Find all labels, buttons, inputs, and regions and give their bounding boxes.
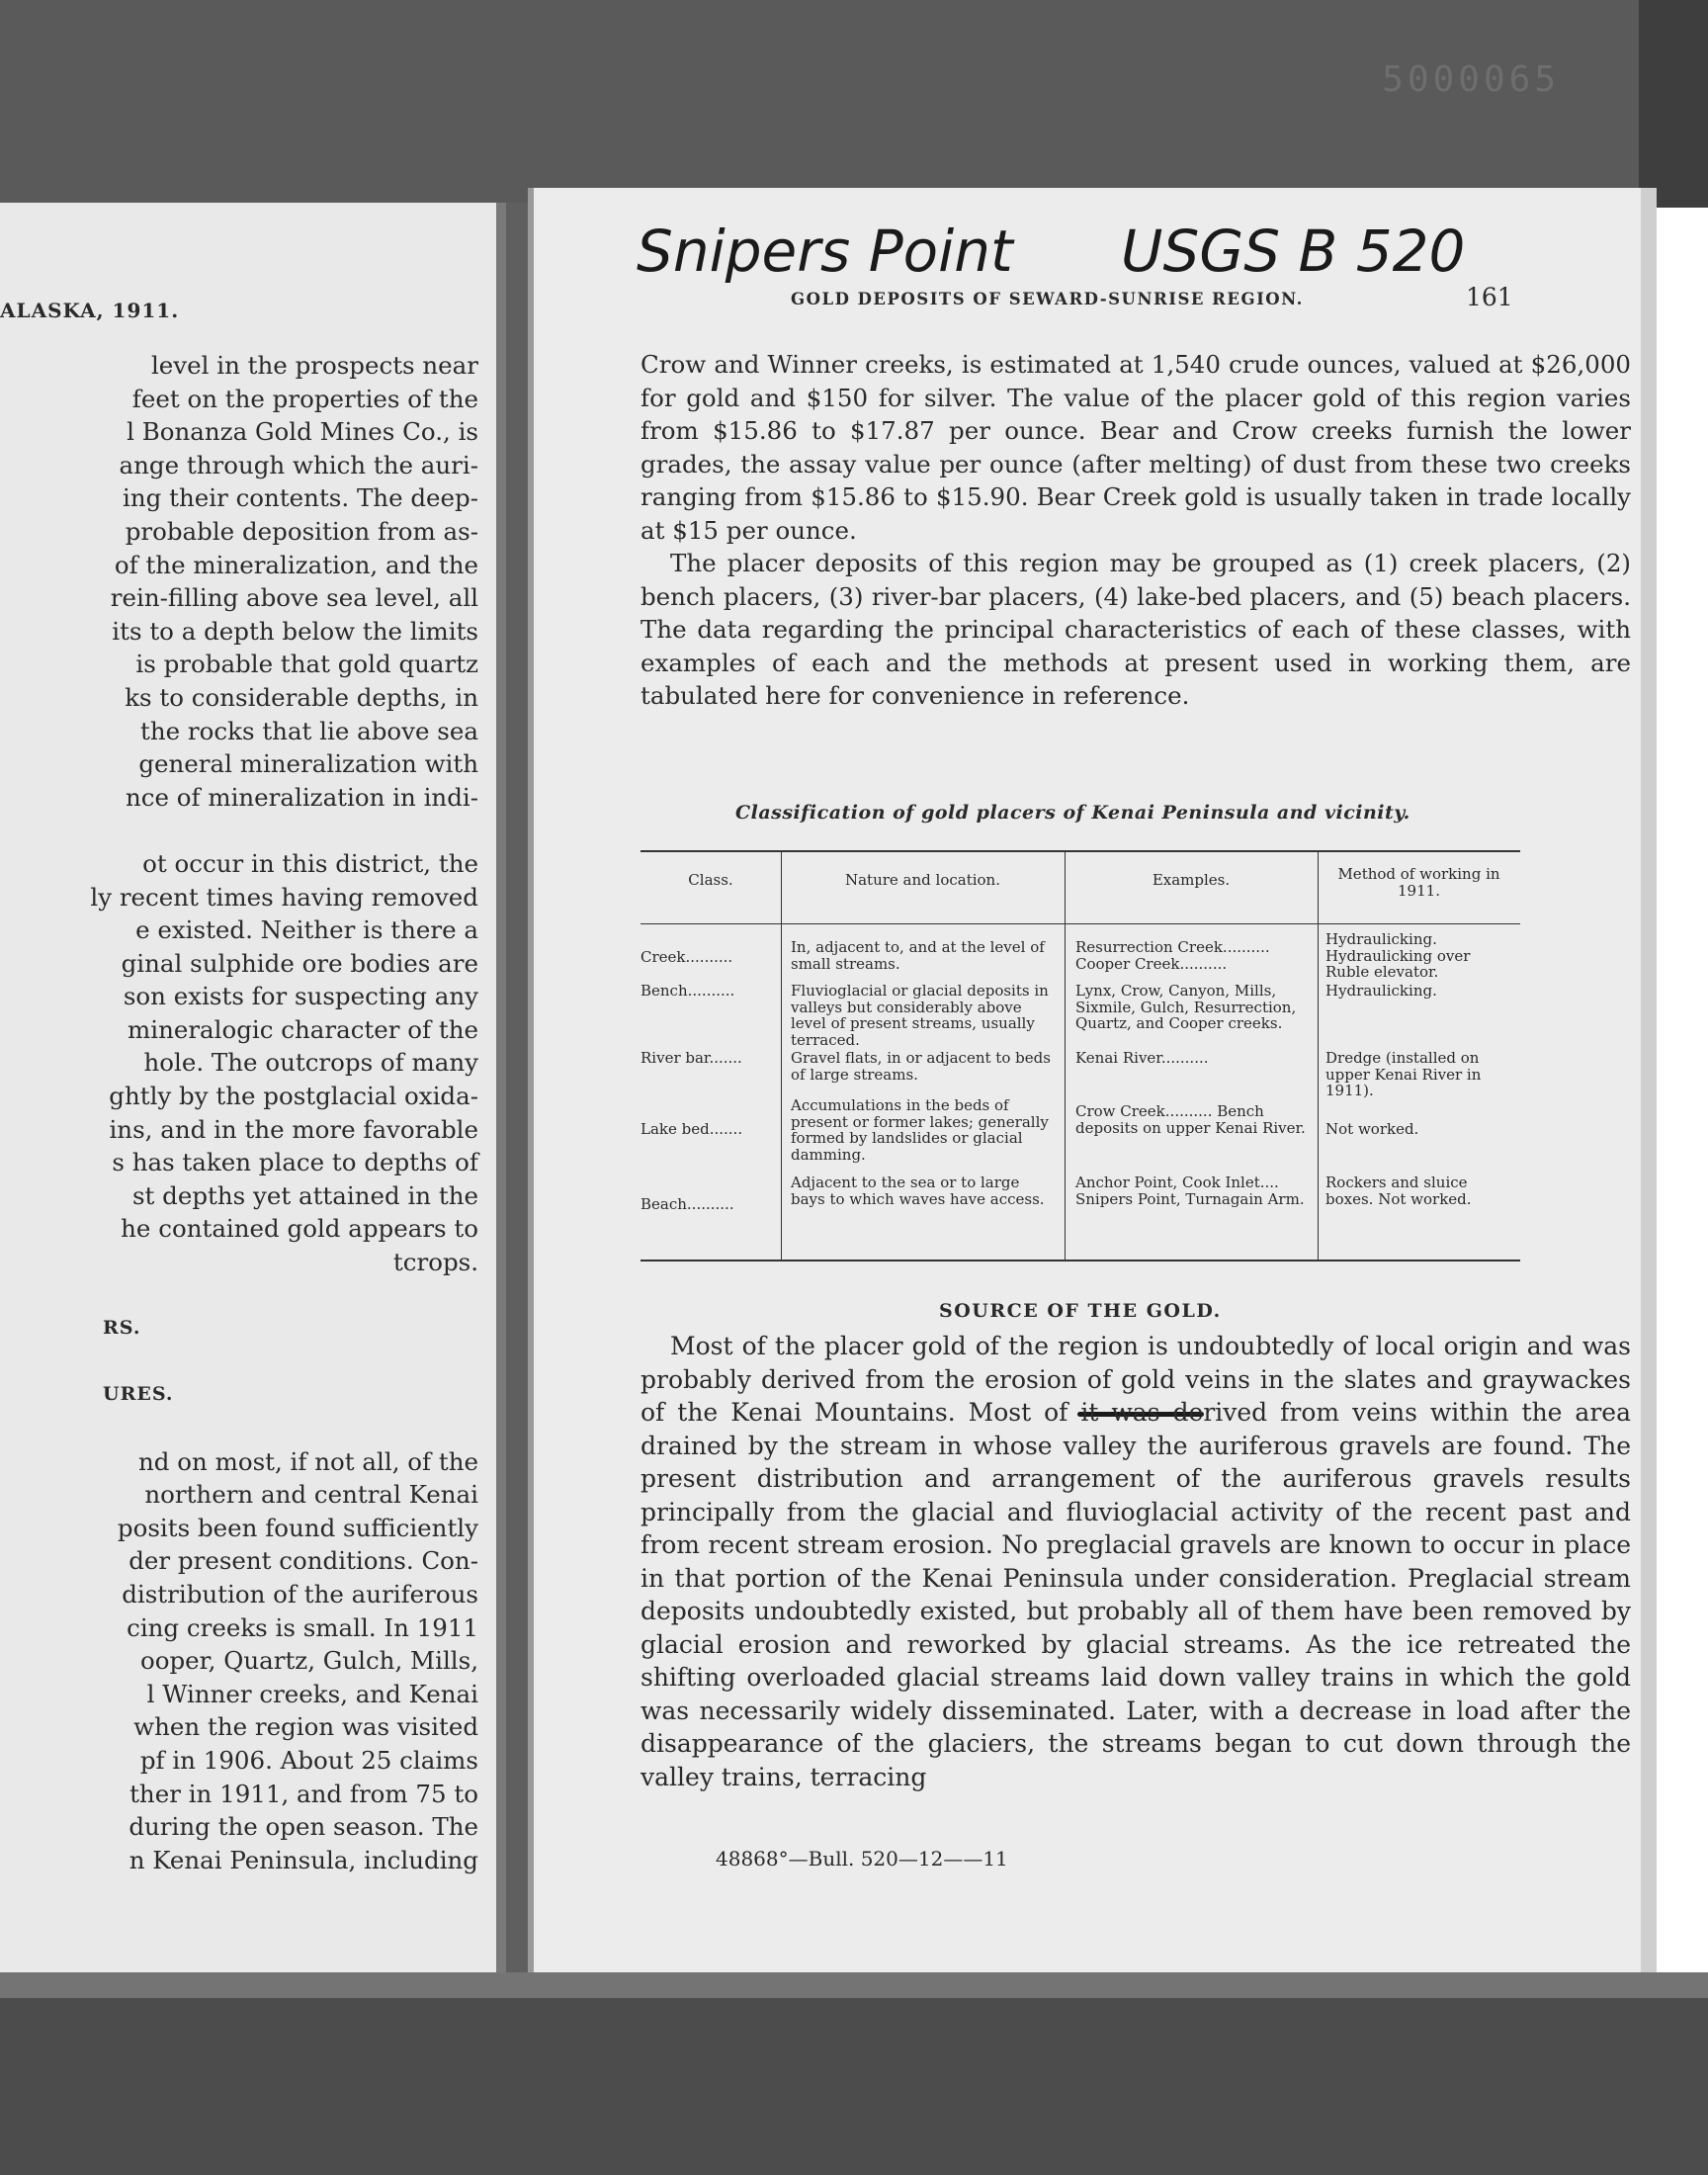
left-text-line: pf in 1906. About 25 claims xyxy=(139,1745,478,1775)
left-text-line: der present conditions. Con- xyxy=(128,1546,478,1576)
paragraph-production: Crow and Winner creeks, is estimated at 1,540 crude ounces, valued at $26,000 for gold and $150 for silver. The value of the placer gold of this region varies from $15.86 to $17.87 per ounce. Bear and Crow creeks furnish the lower grades, the assay value per ounce (after melting) of dust from these two creeks ranging from $15.86 to $15.90. Bear Creek gold is usually taken in trade locally at $15 per ounce. xyxy=(640,350,1631,545)
table-cell-method: Hydraulicking. xyxy=(1325,982,1437,1000)
stamped-number: 5000065 xyxy=(1382,59,1560,100)
left-text-line: ther in 1911, and from 75 to xyxy=(129,1779,478,1808)
left-text-line: he contained gold appears to xyxy=(121,1214,478,1244)
right-page-edge xyxy=(1641,188,1657,1972)
table-cell-examples: Kenai River.......... xyxy=(1075,1049,1209,1067)
table-column-divider xyxy=(1065,852,1066,1260)
handwritten-note-location: Snipers Point xyxy=(637,218,1013,285)
table-cell-examples: Crow Creek.......... Bench deposits on upper Kenai River. xyxy=(1075,1102,1306,1137)
left-text-line: l Winner creeks, and Kenai xyxy=(146,1679,478,1708)
left-text-line: during the open season. The xyxy=(128,1812,478,1842)
left-spacer xyxy=(0,1279,478,1313)
table-cell-examples: Lynx, Crow, Canyon, Mills, Sixmile, Gulch, Resurrection, Quartz, and Cooper creeks. xyxy=(1075,982,1297,1032)
left-text-line xyxy=(0,814,478,847)
table-cell-class: Lake bed....... xyxy=(640,1120,743,1138)
left-text-line: the rocks that lie above sea xyxy=(140,716,478,745)
left-spacer xyxy=(0,1346,478,1379)
left-text-line: ghtly by the postglacial oxida- xyxy=(109,1082,478,1111)
table-cell-examples: Resurrection Creek.......... Cooper Creek.......... xyxy=(1075,938,1270,973)
table-header-method: Method of working in 1911. xyxy=(1337,865,1500,900)
table-cell-nature: Gravel flats, in or adjacent to beds of large streams. xyxy=(791,1049,1051,1084)
table-cell-method: Rockers and sluice boxes. Not worked. xyxy=(1325,1174,1472,1208)
left-text-line: probable deposition from as- xyxy=(125,516,478,546)
right-page xyxy=(528,188,1657,1972)
left-text-line: feet on the properties of the xyxy=(131,384,478,413)
left-text-line: ing their contents. The deep- xyxy=(123,483,478,513)
table-header-class: Class. xyxy=(688,871,733,889)
table-cell-class: River bar....... xyxy=(640,1049,742,1067)
left-text-line: is probable that gold quartz xyxy=(135,650,478,679)
left-text-line: son exists for suspecting any xyxy=(123,982,478,1011)
page-footer-signature: 48868°—Bull. 520—12——11 xyxy=(716,1847,1008,1870)
table-cell-nature: Adjacent to the sea or to large bays to which waves have access. xyxy=(791,1174,1045,1208)
table-cell-class: Creek.......... xyxy=(640,948,733,966)
running-head: GOLD DEPOSITS OF SEWARD-SUNRISE REGION. xyxy=(791,290,1304,308)
classification-table xyxy=(640,850,1520,1262)
left-text-line: hole. The outcrops of many xyxy=(143,1048,478,1078)
table-header-rule xyxy=(640,923,1520,924)
left-text-line: distribution of the auriferous xyxy=(122,1579,478,1609)
left-text-line: northern and central Kenai xyxy=(144,1480,478,1510)
table-cell-examples: Anchor Point, Cook Inlet.... Snipers Point, Turnagain Arm. xyxy=(1075,1174,1305,1208)
left-text-line: l Bonanza Gold Mines Co., is xyxy=(127,417,478,447)
left-text-line: rein-filling above sea level, all xyxy=(110,583,478,613)
table-title: Classification of gold placers of Kenai Peninsula and vicinity. xyxy=(735,802,1410,824)
table-cell-nature: In, adjacent to, and at the level of small streams. xyxy=(791,938,1045,973)
table-cell-nature: Accumulations in the beds of present or former lakes; generally formed by landslides or glacial damming. xyxy=(791,1096,1049,1164)
page-number: 161 xyxy=(1466,283,1513,311)
body-paragraph-bottom xyxy=(640,1330,1631,1793)
left-subheading: URES. xyxy=(103,1383,174,1406)
left-text-line: ot occur in this district, the xyxy=(142,848,478,878)
left-text-line: e existed. Neither is there a xyxy=(135,915,478,945)
left-running-head: ALASKA, 1911. xyxy=(0,299,180,322)
left-text-line: n Kenai Peninsula, including xyxy=(128,1845,478,1874)
left-text-line: of the mineralization, and the xyxy=(114,550,478,579)
left-text-line: ginal sulphide ore bodies are xyxy=(121,948,478,978)
book-gutter xyxy=(506,203,528,1972)
body-paragraphs-top xyxy=(640,348,1631,713)
left-text-line: nd on most, if not all, of the xyxy=(138,1446,478,1476)
left-subheading: RS. xyxy=(103,1317,141,1340)
right-page-spine xyxy=(528,188,534,1972)
left-page-text xyxy=(0,349,478,1876)
paragraph-placer-groups: The placer deposits of this region may be grouped as (1) creek placers, (2) bench placers, (3) river-bar placers, (4) lake-bed placers, and (5) beach placers. The data regarding the principal characteristics of each of these classes, with examples of each and the methods at present used in working them, are tabulated here for convenience in reference. xyxy=(640,549,1631,710)
left-text-line: ks to considerable depths, in xyxy=(125,682,478,712)
table-cell-method: Not worked. xyxy=(1325,1120,1419,1138)
left-text-line: tcrops. xyxy=(392,1248,478,1277)
left-text-line: general mineralization with xyxy=(138,749,478,779)
table-cell-nature: Fluvioglacial or glacial deposits in valleys but considerably above level of present streams, usually terraced. xyxy=(791,982,1049,1049)
left-text-line: its to a depth below the limits xyxy=(112,616,478,646)
left-page-edge xyxy=(496,203,506,1972)
table-header-nature: Nature and location. xyxy=(844,871,1000,889)
handwritten-note-reference: USGS B 520 xyxy=(1121,218,1466,285)
table-cell-class: Bench.......... xyxy=(640,982,735,1000)
left-text-line: posits been found sufficiently xyxy=(117,1513,478,1542)
paragraph-source-of-gold: Most of the placer gold of the region is undoubtedly of local origin and was probably derived from the erosion of gold veins in the slates and graywackes of the Kenai Mountains. Most of it was derived from veins within the area drained by the stream in whose valley the auriferous gravels are found. The present distribution and arrangement of the auriferous gravels results principally from the glacial and fluvioglacial activity of the recent past and from recent stream erosion. No preglacial gravels are known to occur in place in that portion of the Kenai Peninsula under consideration. Preglacial stream deposits undoubtedly existed, but probably all of them have been removed by glacial erosion and reworked by glacial streams. As the ice retreated the shifting overloaded glacial streams laid down valley trains in which the gold was necessarily widely disseminated. Later, with a decrease in load after the disappearance of the glaciers, the streams began to cut down through the valley trains, terracing xyxy=(640,1332,1631,1791)
table-column-divider xyxy=(1318,852,1319,1260)
left-text-line: st depths yet attained in the xyxy=(131,1180,478,1210)
left-text-line: when the region was visited xyxy=(133,1712,478,1742)
table-header-examples: Examples. xyxy=(1152,871,1231,889)
left-text-line: ange through which the auri- xyxy=(119,450,478,479)
left-text-line: mineralogic character of the xyxy=(128,1014,478,1044)
left-text-line: ooper, Quartz, Gulch, Mills, xyxy=(139,1646,478,1676)
table-column-divider xyxy=(781,852,782,1260)
left-spacer xyxy=(0,1412,478,1445)
left-text-line: ly recent times having removed xyxy=(90,882,478,912)
table-cell-class: Beach.......... xyxy=(640,1195,734,1213)
table-cell-method: Dredge (installed on upper Kenai River in 1911). xyxy=(1325,1049,1482,1099)
left-page xyxy=(0,203,506,1972)
left-text-line: ins, and in the more favorable xyxy=(109,1114,478,1144)
section-heading: SOURCE OF THE GOLD. xyxy=(939,1300,1222,1322)
table-cell-method: Hydraulicking. Hydraulicking over Ruble elevator. xyxy=(1325,930,1471,981)
left-text-line: cing creeks is small. In 1911 xyxy=(127,1612,478,1642)
left-text-line: s has taken place to depths of xyxy=(112,1148,478,1177)
left-text-line: level in the prospects near xyxy=(150,351,478,380)
scan-background-top xyxy=(0,0,1708,208)
left-text-line: nce of mineralization in indi- xyxy=(125,782,478,812)
scan-background-bottom xyxy=(0,1972,1708,2175)
